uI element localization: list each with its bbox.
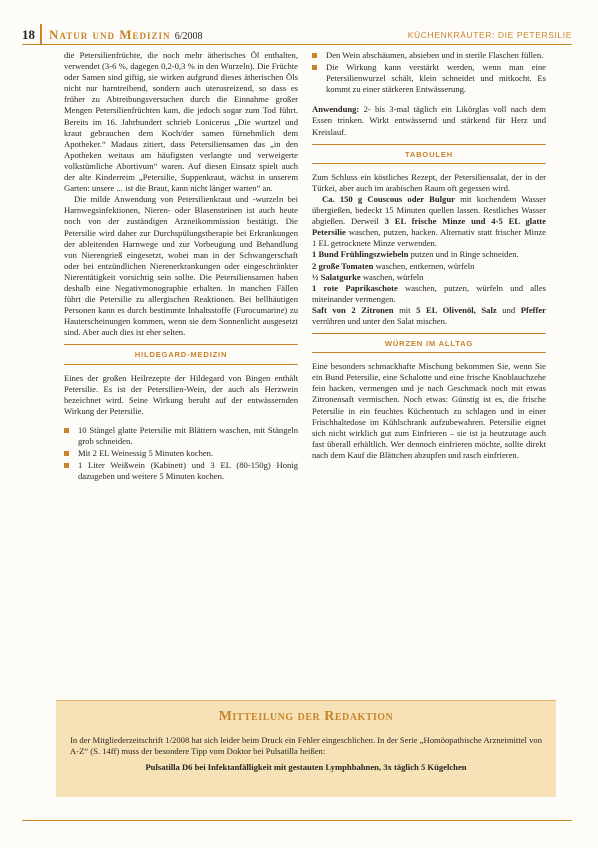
recipe-step: ½ Salatgurke waschen, würfeln — [312, 271, 424, 282]
wuerzen-text: Eine besonders schmackhafte Mischung bekommen Sie, wenn Sie ein Bund Petersilie, eine Schalotte und eine frische Knoblauchzehe fein hacken, vermengen und je nach Geschmack noch mit etwas Zitronensaft vermischen. Noch etwas: Günstig ist es, die frische Petersilie in ein feuchtes Küchentuch zu schlagen und in einer Frischhaltedose im Kühlschrank aufzubewahren. Petersilie eignet sich nicht wirklich gut zum Einfrieren – sie ist ja heutzutage auch fast überall erhältlich. Wer dennoch einfrieren möchte, sollte direkt nach dem Kauf die Blättchen abzupfen und rasch einfrieren. — [312, 361, 546, 460]
section-heading-tabouleh: TABOULEH — [312, 144, 546, 164]
notice-title: Mitteilung der Redaktion — [218, 709, 394, 724]
hildegard-steps-continued — [312, 50, 546, 95]
list-item: Mit 2 EL Weinessig 5 Minuten kochen. — [64, 448, 298, 459]
list-item: Die Wirkung kann verstärkt werden, wenn man eine Petersilienwurzel schält, klein schneidet und mitkocht. Es kommt zu einer stärkeren Entwässerung. — [312, 62, 546, 95]
section-heading-wuerzen: WÜRZEN IM ALLTAG — [312, 333, 546, 353]
section-label: KÜCHENKRÄUTER: DIE PETERSILIE — [407, 30, 572, 40]
list-item: 10 Stängel glatte Petersilie mit Blättern waschen, mit Stängeln grob schneiden. — [64, 425, 298, 447]
list-item: 1 Liter Weißwein (Kabinett) und 3 EL (80-150g) Honig dazugeben und weitere 5 Minuten kochen. — [64, 460, 298, 482]
editorial-notice-box — [56, 700, 556, 797]
page-header — [22, 24, 572, 46]
recipe-step: 1 rote Paprikaschote waschen, putzen, würfeln und alles miteinander vermengen. — [312, 282, 546, 304]
tabouleh-intro: Zum Schluss ein köstliches Rezept, der Petersiliensalat, der in der Türkei, aber auch im arabischen Raum oft gegessen wird. — [312, 171, 546, 193]
header-divider — [40, 24, 42, 44]
magazine-title — [49, 27, 203, 43]
notice-highlight: Pulsatilla D6 bei Infektanfälligkeit mit gestauten Lymphbahnen, 3x täglich 5 Kügelchen — [145, 762, 467, 772]
section-heading-hildegard: HILDEGARD-MEDIZIN — [64, 344, 298, 364]
list-item: Den Wein abschäumen, absieben und in sterile Flaschen füllen. — [312, 50, 546, 61]
bullet-icon — [64, 463, 69, 468]
recipe-step: Ca. 150 g Couscous oder Bulgur mit kochendem Wasser übergießen, bedeckt 15 Minuten quellen lassen. Restliches Wasser abgießen. Derweil 3 EL frische Minze und 4-5 EL glatte Petersilie waschen, putzen, hacken. Alternativ statt frischer Minze 1 EL getrocknete Minze verwenden. — [312, 193, 546, 249]
recipe-step: 2 große Tomaten waschen, entkernen, würfeln — [312, 260, 475, 271]
page-number: 18 — [22, 27, 35, 42]
bullet-icon — [312, 65, 317, 70]
issue-label: 6/2008 — [174, 31, 203, 42]
notice-text: In der Mitgliederzeitschrift 1/2008 hat sich leider beim Druck ein Fehler eingeschlichen. In der Serie „Homöopathische Arzneimittel von A-Z“ (S. 14ff) muss der besondere Tipp vom Doktor bei Pulsatilla heißen: — [70, 735, 542, 757]
bullet-icon — [312, 53, 317, 58]
footer-rule — [22, 820, 572, 821]
recipe-step: 1 Bund Frühlingszwiebeln putzen und in Ringe schneiden. — [312, 249, 519, 260]
magazine-name: Natur und Medizin — [49, 27, 171, 42]
recipe-step: Saft von 2 Zitronen mit 5 EL Olivenöl, Salz und Pfeffer verrühren und unter den Salat mischen. — [312, 304, 546, 326]
left-column — [64, 50, 298, 483]
application-note: Anwendung: 2- bis 3-mal täglich ein Likörglas voll nach dem Essen trinken. Wirkt entwässernd und stärkend für Herz und Kreislauf. — [312, 104, 546, 137]
paragraph: Die milde Anwendung von Petersilienkraut und -wurzeln bei Harnwegsinfektionen, Nieren- oder Blasensteinen ist auch heute noch von der zuständigen Arzneikommission bestätigt. Die Petersilie wird daher zur Durchspülungstherapie bei Erkrankungen der ableitenden Harnwege und zur Vorbeugung und Behandlung von Nierengrieß eingesetzt, wobei man in der Schwangerschaft oder bei entzündlichen Nierenerkrankungen oder eingeschränkter Nierentätigkeit vorsichtig sein sollte. Die Petersiliensamen haben deshalb eine Negativmonographie erhalten. In manchen Fällen führt die Petersilie zu allergischen Reaktionen. Bei hellhäutigen Personen kann es durch bestimmte Inhaltsstoffe (Furocumarine) zu Hauterscheinungen kommen, wenn sie dem Sonnenlicht ausgesetzt sind. Aber auch dies ist eher selten. — [64, 194, 298, 338]
header-rule — [22, 44, 572, 45]
hildegard-intro: Eines der großen Heilrezepte der Hildegard von Bingen enthält Petersilie. Es ist der Petersilien-Wein, der auch als Herzwein bezeichnet wird. Seine Wirkung beruht auf der entwässernden Wirkung der Petersilie. — [64, 372, 298, 416]
bullet-icon — [64, 428, 69, 433]
paragraph: die Petersilienfrüchte, die noch mehr ätherisches Öl enthalten, verwendet (3-6 %, dagegen 0,2-0,3 % in den Wurzeln). Die Früchte oder Samen sind giftig, sie wirken aufgrund dieses ätherischen Öls nicht nur harntreibend, sondern auch uterusreizend, so dass es früher zu Abtreibungsversuchen durch die Einnahme großer Mengen Petersilienfrüchten kam, die jedoch sogar zum Tod führt. Bereits im 16. Jahrhundert schrieb Lonicerus „Die wurtzel und kraut gebrauchen dem Koch/der samen fürnehmlich dem Apotheker.“ Madaus zitiert, dass Petersiliensamen das „in den Apotheken weitaus am häufigsten verlangte und verweigerte volkstümliche Abortivum“ waren. Auf diesen Einsatz spielt auch der alte Kinderreim „Petersilie, Suppenkraut, wächst in unserem Garten: unsere ... ist die Braut, kann nicht länger warten“ an. — [64, 50, 298, 194]
right-column — [312, 50, 546, 461]
hildegard-steps — [64, 425, 298, 482]
bullet-icon — [64, 451, 69, 456]
